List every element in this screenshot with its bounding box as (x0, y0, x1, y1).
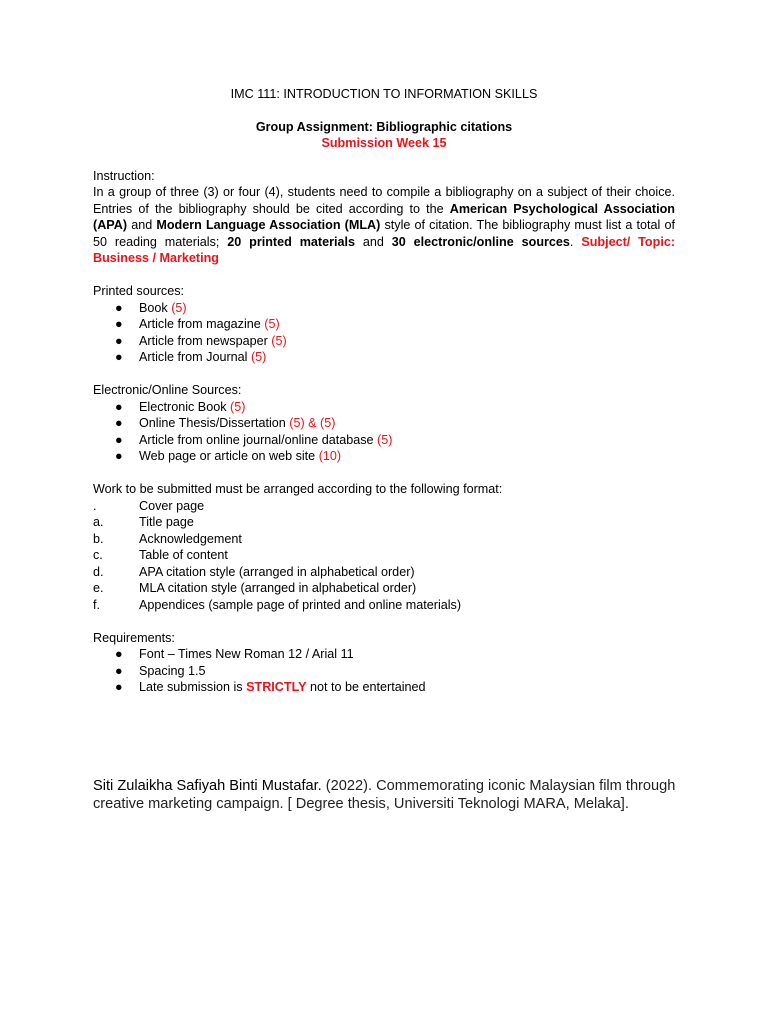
printed-sources-list (93, 300, 675, 366)
format-row (93, 564, 675, 581)
item-count: (5) (377, 432, 393, 447)
subject-topic: Subject/ Topic: Business / Marketing (93, 234, 676, 265)
instruction-text-5: . (569, 234, 582, 249)
format-row (93, 531, 675, 548)
item-count: (5) (271, 333, 287, 348)
format-key: . (93, 498, 97, 513)
submission-week: Submission Week 15 (321, 136, 447, 150)
late-strict: STRICTLY (246, 680, 307, 694)
bullet-icon: ● (115, 416, 123, 430)
item-label: Article from newspaper (139, 333, 272, 348)
format-value: Cover page (139, 498, 205, 513)
list-item (93, 300, 675, 317)
list-item (93, 316, 675, 333)
format-value: Table of content (139, 548, 228, 562)
item-label: Article from Journal (139, 350, 251, 364)
list-item (93, 399, 675, 416)
bullet-icon: ● (115, 399, 123, 414)
electronic-sources-label: Electronic/Online Sources: (93, 383, 242, 397)
format-value: Title page (139, 515, 194, 529)
bullet-icon: ● (115, 300, 123, 315)
apa-name: American Psychological Association (APA) (93, 201, 675, 232)
format-key: f. (93, 597, 100, 612)
mla-name: Modern Language Association (MLA) (156, 218, 381, 232)
list-item (93, 432, 675, 449)
requirements-list (93, 646, 675, 696)
item-label: Article from magazine (139, 317, 265, 331)
format-row (93, 580, 675, 597)
printed-sources-label: Printed sources: (93, 284, 184, 298)
late-text-post: not to be entertained (306, 680, 426, 694)
list-item (93, 333, 675, 350)
format-value: Appendices (sample page of printed and online materials) (139, 597, 462, 612)
format-label: Work to be submitted must be arranged according to the following format: (93, 482, 503, 496)
format-key: b. (93, 531, 104, 546)
item-label: Book (139, 300, 172, 315)
item-count: (5) & (5) (289, 416, 336, 430)
item-label: Electronic Book (139, 399, 230, 414)
electronic-sources-list (93, 399, 675, 465)
item-count: (10) (318, 449, 342, 463)
format-value: APA citation style (arranged in alphabetical order) (139, 564, 415, 579)
format-row (93, 597, 675, 614)
course-title: IMC 111: INTRODUCTION TO INFORMATION SKILLS (230, 87, 538, 101)
citation-rest: (2022). Commemorating iconic Malaysian film through creative marketing campaign. [ Degree thesis, Universiti Teknologi MARA, Melaka]. (93, 778, 676, 812)
item-count: (5) (250, 350, 267, 364)
format-value: Acknowledgement (139, 531, 242, 546)
requirement-spacing: Spacing 1.5 (139, 663, 206, 678)
list-item (93, 663, 675, 680)
format-key: a. (93, 515, 104, 529)
bullet-icon: ● (115, 680, 123, 694)
assignment-title: Group Assignment: Bibliographic citations (255, 119, 513, 134)
assignment-sheet (93, 86, 675, 696)
item-label: Web page or article on web site (139, 449, 319, 463)
instruction-label: Instruction: (93, 168, 155, 183)
instruction-paragraph (93, 184, 675, 267)
format-row (93, 514, 675, 531)
list-item (93, 349, 675, 366)
bullet-icon: ● (115, 333, 123, 348)
item-label: Online Thesis/Dissertation (139, 416, 290, 430)
bullet-icon: ● (115, 350, 123, 364)
format-key: c. (93, 548, 103, 562)
item-label: Article from online journal/online database (139, 432, 378, 447)
format-row (93, 498, 675, 515)
instruction-text-4: and (355, 234, 392, 249)
bullet-icon: ● (115, 647, 123, 661)
bullet-icon: ● (115, 432, 123, 447)
list-item (93, 646, 675, 663)
list-item (93, 679, 675, 696)
electronic-count: 30 electronic/online sources (391, 234, 570, 249)
format-list (93, 498, 675, 614)
late-text-pre: Late submission is (139, 680, 247, 694)
format-key: d. (93, 564, 104, 579)
instruction-text-2: and (127, 218, 157, 232)
bullet-icon: ● (115, 663, 123, 678)
instruction-text-3: style of citation. The bibliography must list a total of 50 reading materials; (93, 218, 676, 249)
requirement-font: Font – Times New Roman 12 / Arial 11 (139, 647, 354, 661)
bullet-icon: ● (115, 317, 123, 331)
format-value: MLA citation style (arranged in alphabetical order) (139, 581, 417, 595)
citation-author: Siti Zulaikha Safiyah Binti Mustafar. (93, 778, 322, 794)
format-key: e. (93, 581, 104, 595)
item-count: (5) (230, 399, 246, 414)
sample-citation (93, 777, 693, 813)
list-item (93, 448, 675, 465)
bullet-icon: ● (115, 449, 123, 463)
item-count: (5) (171, 300, 187, 315)
requirements-label: Requirements: (93, 630, 175, 645)
item-count: (5) (264, 317, 280, 331)
format-row (93, 547, 675, 564)
printed-count: 20 printed materials (227, 234, 355, 249)
list-item (93, 415, 675, 432)
instruction-text-1: In a group of three (3) or four (4), students need to compile a bibliography on a subject of their choice. Entries of the bibliography should be cited according to the (93, 185, 675, 216)
